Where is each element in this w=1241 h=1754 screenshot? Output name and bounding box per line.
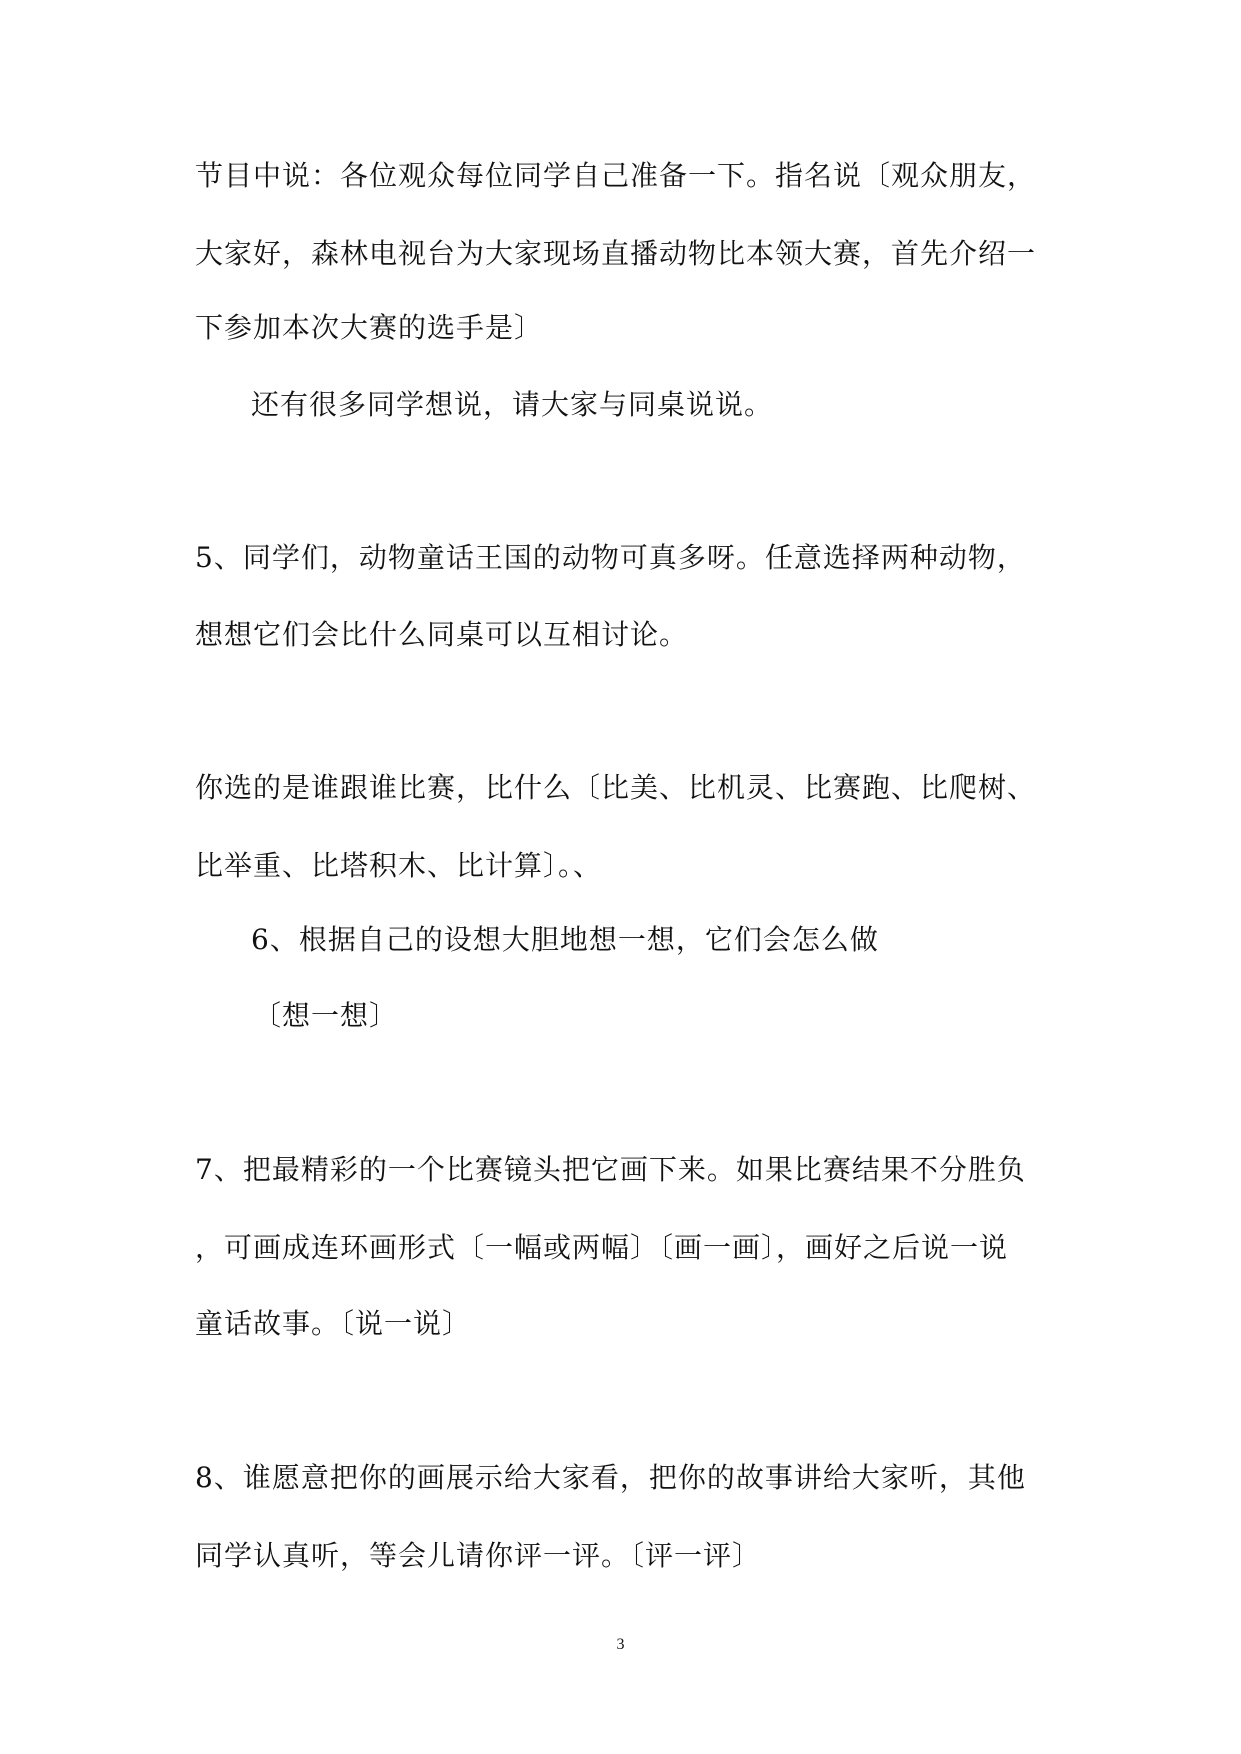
item-6-line-2: 〔想一想〕 [253, 999, 399, 1032]
item-7-line-2: ，可画成连环画形式〔一幅或两幅〕〔画一画〕，画好之后说一说 [195, 1231, 1009, 1264]
text-line-7: 你选的是谁跟谁比赛，比什么〔比美、比机灵、比赛跑、比爬树、 [195, 771, 1037, 804]
item-5-line-1: 5、同学们，动物童话王国的动物可真多呀。任意选择两种动物， [195, 541, 1026, 574]
text-line-1: 节目中说：各位观众每位同学自己准备一下。指名说〔观众朋友， [195, 159, 1037, 192]
item-7-line-3: 童话故事。〔说一说〕 [195, 1307, 472, 1340]
item-6-line-1: 6、根据自己的设想大胆地想一想，它们会怎么做 [251, 923, 879, 956]
page-number: 3 [616, 1636, 625, 1653]
item-8-line-1: 8、谁愿意把你的画展示给大家看，把你的故事讲给大家听，其他 [195, 1461, 1026, 1494]
item-5-line-2: 想想它们会比什么同桌可以互相讨论。 [195, 618, 689, 651]
text-line-3: 下参加本次大赛的选手是〕 [195, 311, 544, 344]
item-8-line-2: 同学认真听，等会儿请你评一评。〔评一评〕 [195, 1539, 762, 1572]
text-line-4: 还有很多同学想说，请大家与同桌说说。 [251, 388, 774, 421]
item-7-line-1: 7、把最精彩的一个比赛镜头把它画下来。如果比赛结果不分胜负 [195, 1153, 1026, 1186]
text-line-8: 比举重、比塔积木、比计算〕。、 [195, 849, 603, 882]
text-line-2: 大家好，森林电视台为大家现场直播动物比本领大赛，首先介绍一 [195, 237, 1037, 270]
